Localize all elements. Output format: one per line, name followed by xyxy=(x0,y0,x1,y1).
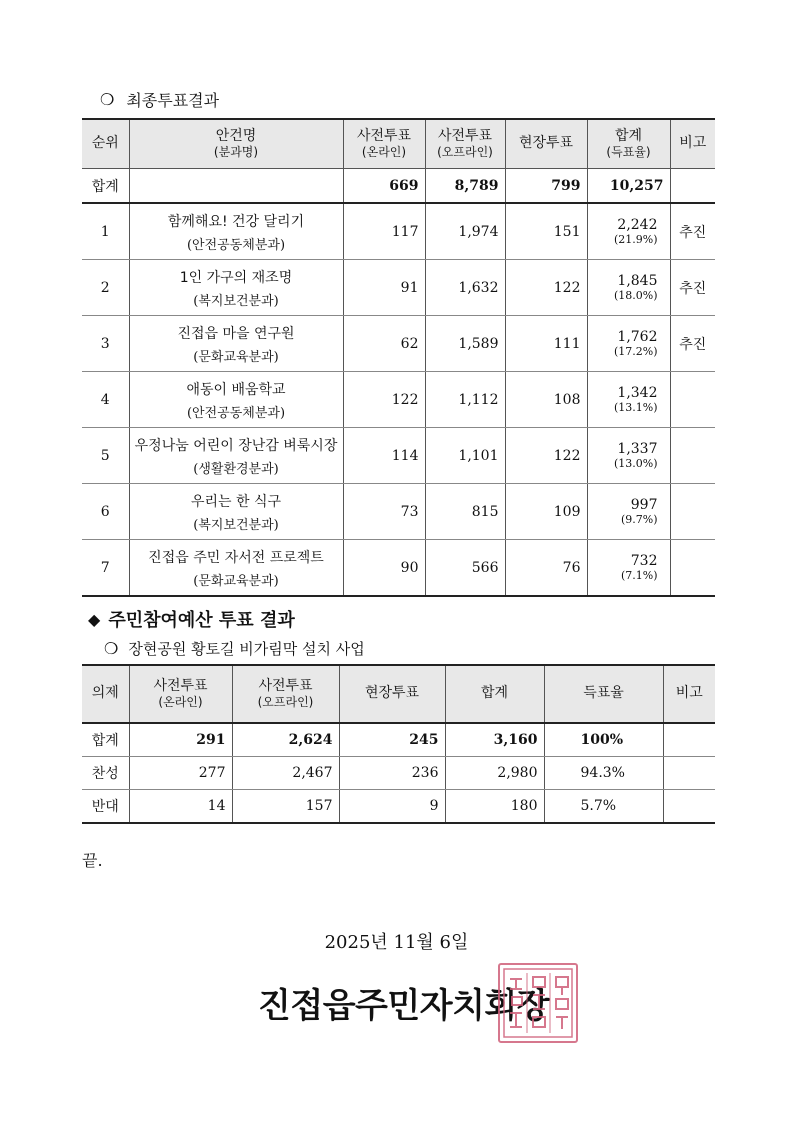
table-row xyxy=(82,484,715,540)
row-online: 14 xyxy=(129,790,232,824)
row-sum xyxy=(587,428,670,484)
row-note: 추진 xyxy=(670,260,715,316)
header-site: 현장투표 xyxy=(339,665,445,723)
row-sum: 3,160 xyxy=(445,723,544,757)
row-online: 122 xyxy=(343,372,425,428)
row-name xyxy=(129,260,343,316)
row-sum-pct: (13.0%) xyxy=(613,457,658,470)
signer-name: 진접읍주민자치회장 xyxy=(258,986,550,1026)
row-note xyxy=(663,723,715,757)
header-name xyxy=(129,119,343,169)
row-sum xyxy=(587,260,670,316)
table-header-row xyxy=(82,119,715,169)
diamond-bullet-icon: ◆ xyxy=(88,609,101,629)
row-site: 151 xyxy=(505,203,587,260)
row-site: 236 xyxy=(339,757,445,790)
row-name xyxy=(129,203,343,260)
row-sum xyxy=(587,484,670,540)
row-name xyxy=(129,316,343,372)
table-row xyxy=(82,316,715,372)
row-name xyxy=(129,484,343,540)
table-row xyxy=(82,203,715,260)
agenda-title: 진접읍 주민 자서전 프로젝트 xyxy=(148,549,324,566)
header-rate: 득표율 xyxy=(544,665,663,723)
row-rank: 2 xyxy=(82,260,129,316)
table-header-row xyxy=(82,665,715,723)
total-note xyxy=(670,169,715,204)
total-label: 합계 xyxy=(82,169,129,204)
row-offline: 1,974 xyxy=(425,203,505,260)
header-site: 현장투표 xyxy=(505,119,587,169)
row-rank: 6 xyxy=(82,484,129,540)
row-sum-value: 732 xyxy=(630,553,658,569)
row-rank: 7 xyxy=(82,540,129,597)
header-name-main: 안건명 xyxy=(215,127,257,144)
row-offline: 2,624 xyxy=(232,723,339,757)
row-label: 반대 xyxy=(82,790,129,824)
row-sum xyxy=(587,203,670,260)
row-online: 114 xyxy=(343,428,425,484)
row-rate: 94.3% xyxy=(544,757,663,790)
row-rank: 1 xyxy=(82,203,129,260)
header-offline xyxy=(425,119,505,169)
end-mark: 끝. xyxy=(82,851,103,870)
agenda-title: 애동이 배움학교 xyxy=(186,381,286,398)
total-online: 669 xyxy=(343,169,425,204)
agenda-dept: (생활환경분과) xyxy=(193,461,279,477)
row-note xyxy=(670,484,715,540)
header-sum-main: 합계 xyxy=(614,127,643,144)
row-site: 111 xyxy=(505,316,587,372)
row-sum-pct: (13.1%) xyxy=(613,401,658,414)
header-online-main: 사전투표 xyxy=(356,127,412,144)
header-offline-main: 사전투표 xyxy=(437,127,493,144)
row-note xyxy=(670,428,715,484)
row-note xyxy=(663,757,715,790)
row-sum-value: 2,242 xyxy=(617,217,658,233)
section2-title: 주민참여예산 투표 결과 xyxy=(108,610,295,631)
circle-bullet-icon: ❍ xyxy=(100,90,115,109)
row-offline: 815 xyxy=(425,484,505,540)
header-online xyxy=(129,665,232,723)
row-rate: 5.7% xyxy=(544,790,663,824)
row-offline: 1,632 xyxy=(425,260,505,316)
row-site: 9 xyxy=(339,790,445,824)
row-site: 108 xyxy=(505,372,587,428)
final-vote-table xyxy=(82,118,715,597)
row-online: 117 xyxy=(343,203,425,260)
row-note xyxy=(663,790,715,824)
document-date: 2025년 11월 6일 xyxy=(324,932,469,953)
table-row xyxy=(82,790,715,824)
row-offline: 2,467 xyxy=(232,757,339,790)
red-seal-stamp xyxy=(498,963,578,1043)
header-online-sub: (온라인) xyxy=(158,695,203,710)
row-site: 122 xyxy=(505,428,587,484)
row-offline: 1,112 xyxy=(425,372,505,428)
row-rank: 4 xyxy=(82,372,129,428)
agenda-dept: (복지보건분과) xyxy=(193,293,279,309)
row-name xyxy=(129,540,343,597)
agenda-dept: (문화교육분과) xyxy=(193,573,279,589)
row-note xyxy=(670,540,715,597)
section2-subheading xyxy=(104,638,365,659)
seal-stamp-icon xyxy=(500,965,576,1041)
row-online: 73 xyxy=(343,484,425,540)
header-name-sub: (분과명) xyxy=(213,145,259,160)
row-note xyxy=(670,372,715,428)
row-sum: 2,980 xyxy=(445,757,544,790)
row-label: 합계 xyxy=(82,723,129,757)
section1-heading xyxy=(100,88,219,111)
row-rate: 100% xyxy=(544,723,663,757)
row-label: 찬성 xyxy=(82,757,129,790)
row-sum xyxy=(587,316,670,372)
table-row xyxy=(82,372,715,428)
row-sum-value: 1,845 xyxy=(617,273,658,289)
row-online: 90 xyxy=(343,540,425,597)
header-online xyxy=(343,119,425,169)
row-sum xyxy=(587,372,670,428)
row-online: 291 xyxy=(129,723,232,757)
row-offline: 1,101 xyxy=(425,428,505,484)
row-sum-value: 997 xyxy=(630,497,658,513)
row-note: 추진 xyxy=(670,203,715,260)
table-row xyxy=(82,757,715,790)
total-offline: 8,789 xyxy=(425,169,505,204)
total-row xyxy=(82,169,715,204)
circle-bullet-icon: ❍ xyxy=(104,639,119,658)
header-sum xyxy=(587,119,670,169)
header-online-main: 사전투표 xyxy=(153,677,208,694)
header-offline-sub: (오프라인) xyxy=(437,145,493,160)
row-site: 122 xyxy=(505,260,587,316)
agenda-title: 함께해요! 건강 달리기 xyxy=(167,213,305,230)
row-online: 277 xyxy=(129,757,232,790)
header-note: 비고 xyxy=(663,665,715,723)
row-site: 245 xyxy=(339,723,445,757)
row-note: 추진 xyxy=(670,316,715,372)
agenda-dept: (문화교육분과) xyxy=(193,349,279,365)
row-site: 109 xyxy=(505,484,587,540)
header-sum-sub: (득표율) xyxy=(606,145,651,160)
header-sum: 합계 xyxy=(445,665,544,723)
total-site: 799 xyxy=(505,169,587,204)
row-online: 91 xyxy=(343,260,425,316)
row-sum-pct: (9.7%) xyxy=(620,513,658,526)
row-sum-pct: (7.1%) xyxy=(620,569,658,582)
agenda-dept: (안전공동체분과) xyxy=(186,237,286,253)
header-online-sub: (온라인) xyxy=(361,145,407,160)
agenda-title: 우리는 한 식구 xyxy=(190,493,282,510)
row-sum xyxy=(587,540,670,597)
header-rank: 순위 xyxy=(82,119,129,169)
row-sum-pct: (17.2%) xyxy=(613,345,658,358)
header-note: 비고 xyxy=(670,119,715,169)
agenda-dept: (안전공동체분과) xyxy=(186,405,286,421)
row-offline: 157 xyxy=(232,790,339,824)
header-offline xyxy=(232,665,339,723)
row-online: 62 xyxy=(343,316,425,372)
agenda-dept: (복지보건분과) xyxy=(193,517,279,533)
section1-title: 최종투표결과 xyxy=(126,91,220,110)
table-row xyxy=(82,428,715,484)
row-sum: 180 xyxy=(445,790,544,824)
row-site: 76 xyxy=(505,540,587,597)
agenda-title: 진접읍 마을 연구원 xyxy=(177,325,295,342)
section2-subtitle: 장현공원 황토길 비가림막 설치 사업 xyxy=(128,640,365,658)
row-sum-pct: (21.9%) xyxy=(613,233,658,246)
table-row xyxy=(82,723,715,757)
total-sum: 10,257 xyxy=(587,169,670,204)
row-name xyxy=(129,428,343,484)
row-rank: 3 xyxy=(82,316,129,372)
budget-vote-table xyxy=(82,664,715,824)
header-agenda: 의제 xyxy=(82,665,129,723)
row-offline: 1,589 xyxy=(425,316,505,372)
row-sum-value: 1,342 xyxy=(617,385,658,401)
row-rank: 5 xyxy=(82,428,129,484)
agenda-title: 우정나눔 어린이 장난감 벼룩시장 xyxy=(134,437,338,454)
row-offline: 566 xyxy=(425,540,505,597)
row-name xyxy=(129,372,343,428)
agenda-title: 1인 가구의 재조명 xyxy=(179,269,293,286)
section2-heading xyxy=(88,606,295,632)
table-row xyxy=(82,540,715,597)
header-offline-main: 사전투표 xyxy=(258,677,313,694)
table-row xyxy=(82,260,715,316)
total-name-empty xyxy=(129,169,343,204)
row-sum-value: 1,762 xyxy=(617,329,658,345)
row-sum-pct: (18.0%) xyxy=(613,289,658,302)
row-sum-value: 1,337 xyxy=(617,441,658,457)
header-offline-sub: (오프라인) xyxy=(257,695,314,710)
